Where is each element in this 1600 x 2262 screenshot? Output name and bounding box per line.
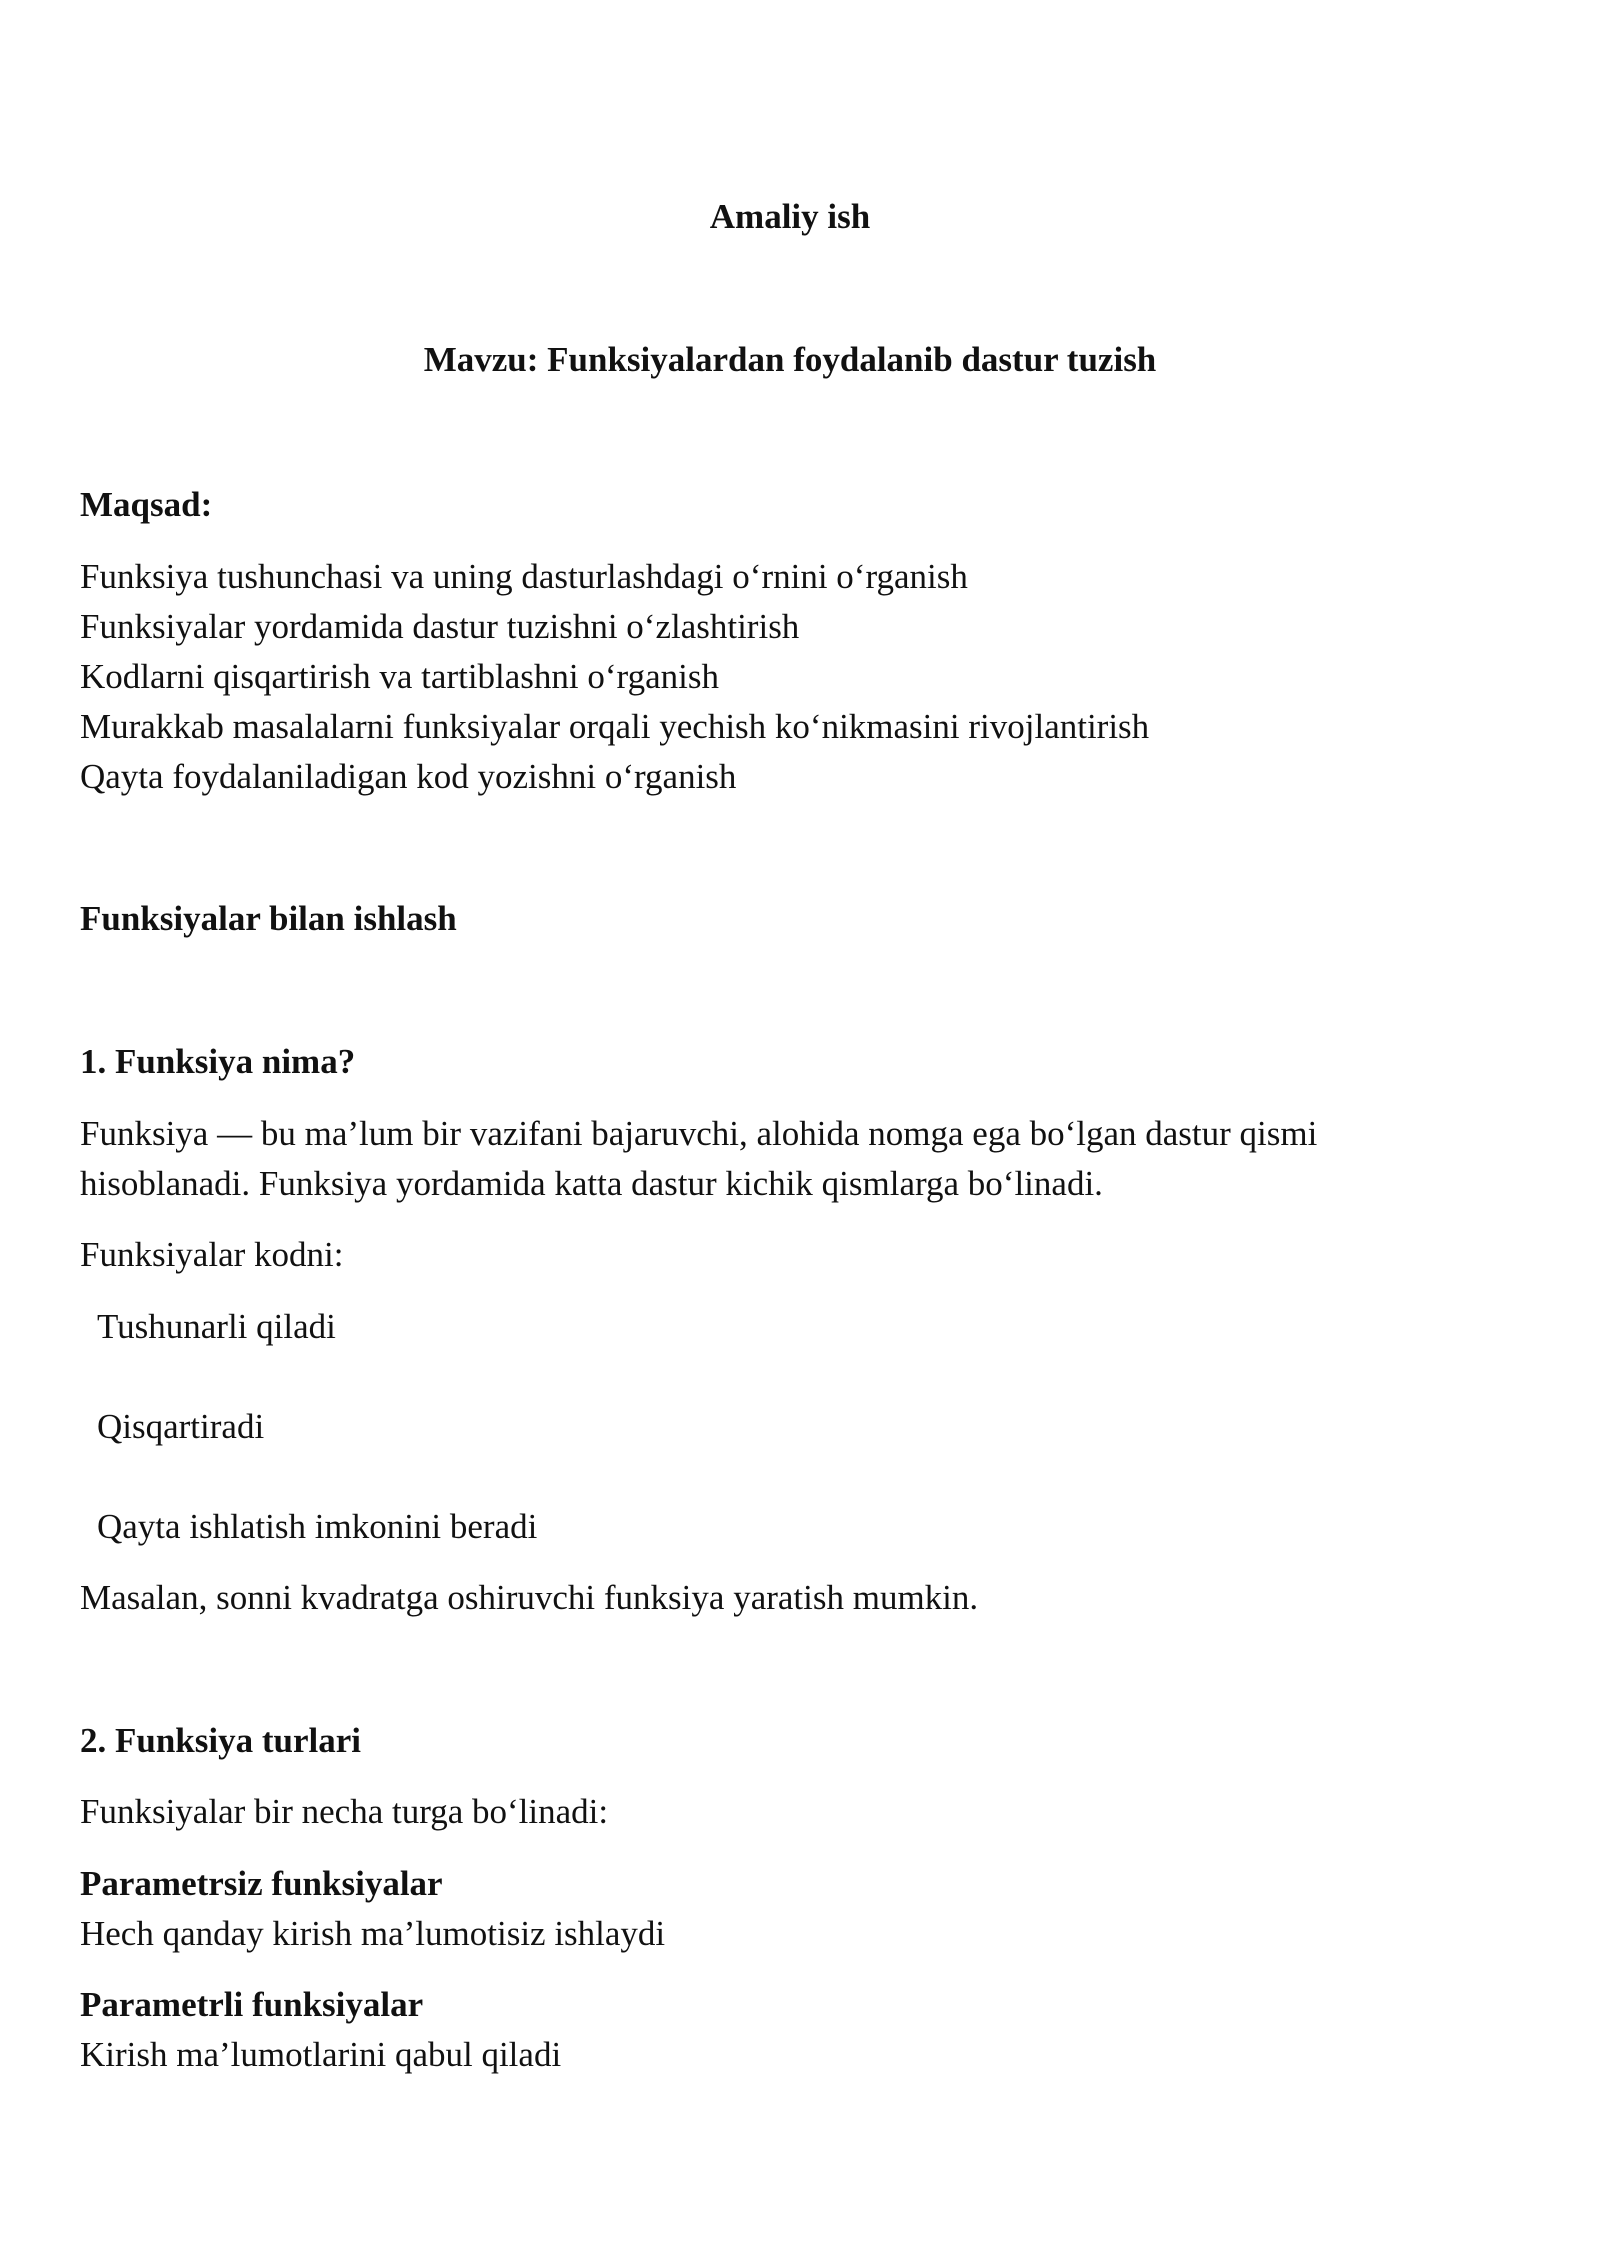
goal-heading: Maqsad: <box>80 485 213 524</box>
type-description: Hech qanday kirish ma’lumotisiz ishlaydi <box>80 1914 666 1953</box>
benefit-item: Qayta ishlatish imkonini beradi <box>97 1507 538 1546</box>
benefit-item: Tushunarli qiladi <box>97 1307 336 1346</box>
benefit-item: Qisqartiradi <box>97 1407 265 1446</box>
types-intro: Funksiyalar bir necha turga bo‘linadi: <box>80 1792 609 1831</box>
example-text: Masalan, sonni kvadratga oshiruvchi funksiya yaratish mumkin. <box>80 1578 979 1617</box>
section1-paragraph-line1: Funksiya — bu ma’lum bir vazifani bajaruvchi, alohida nomga ega bo‘lgan dastur qismi <box>80 1114 1318 1153</box>
type-description: Kirish ma’lumotlarini qabul qiladi <box>80 2035 562 2074</box>
type-name: Parametrsiz funksiyalar <box>80 1864 443 1903</box>
section1-paragraph-line2: hisoblanadi. Funksiya yordamida katta dastur kichik qismlarga bo‘linadi. <box>80 1164 1103 1203</box>
goal-item: Funksiyalar yordamida dastur tuzishni o‘zlashtirish <box>80 607 800 646</box>
goal-item: Murakkab masalalarni funksiyalar orqali yechish ko‘nikmasini rivojlantirish <box>80 707 1150 746</box>
document-title: Amaliy ish <box>709 197 871 236</box>
goal-item: Kodlarni qisqartirish va tartiblashni o‘rganish <box>80 657 719 696</box>
goal-item: Funksiya tushunchasi va uning dasturlashdagi o‘rnini o‘rganish <box>80 557 968 596</box>
benefits-intro: Funksiyalar kodni: <box>80 1235 344 1274</box>
type-name: Parametrli funksiyalar <box>80 1985 424 2024</box>
section2-heading: 2. Funksiya turlari <box>80 1721 362 1760</box>
topic-heading: Mavzu: Funksiyalardan foydalanib dastur tuzish <box>423 340 1157 379</box>
section1-heading: 1. Funksiya nima? <box>80 1042 356 1081</box>
goal-item: Qayta foydalaniladigan kod yozishni o‘rganish <box>80 757 737 796</box>
section-heading: Funksiyalar bilan ishlash <box>80 899 457 938</box>
